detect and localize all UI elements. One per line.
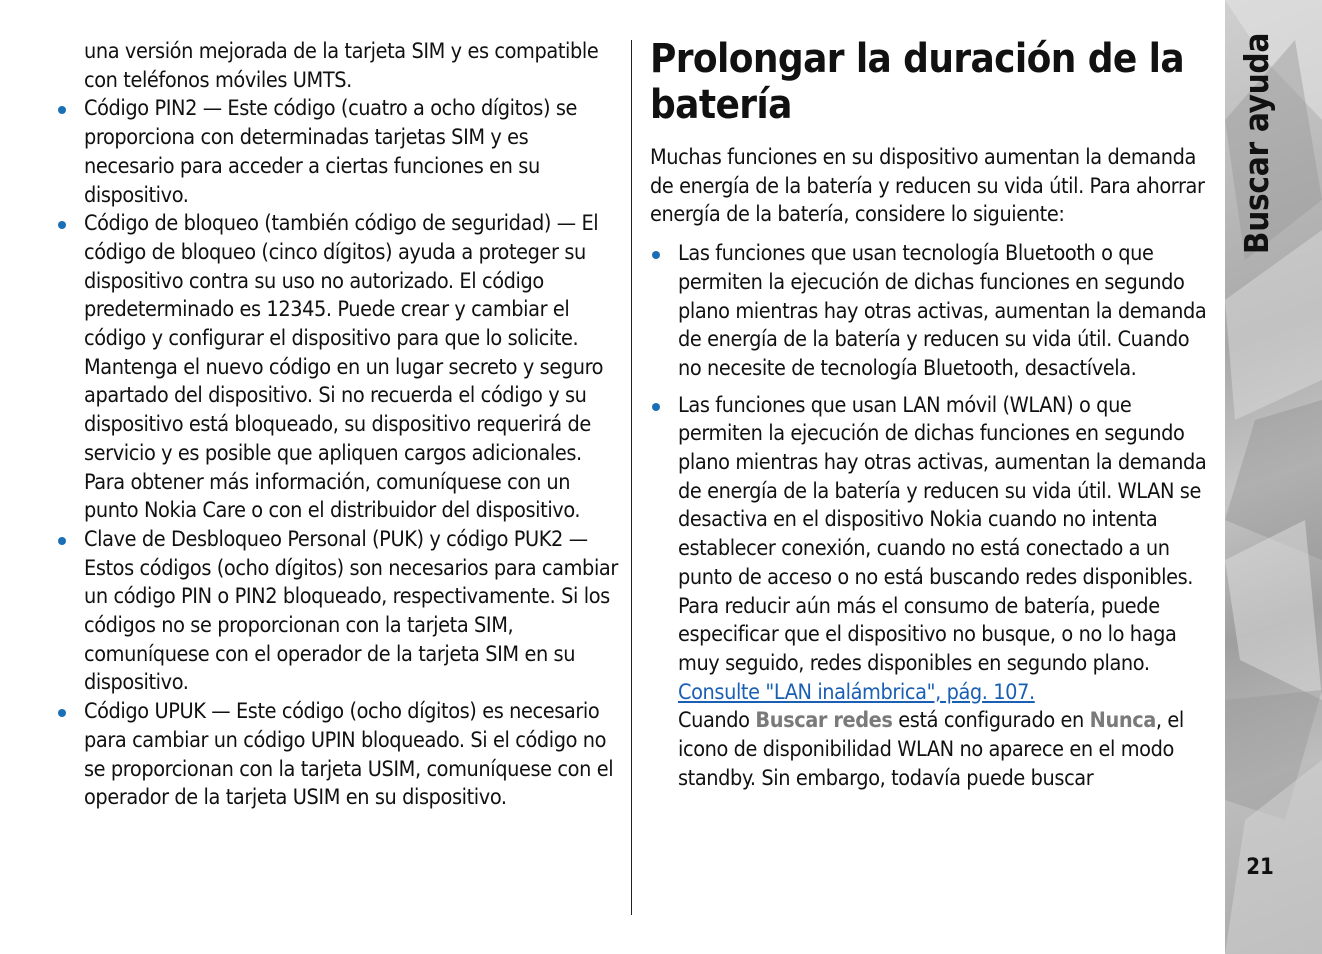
lead-paragraph: Muchas funciones en su dispositivo aumentan la demanda de energía de la batería y reducen su vida útil. Para ahorrar energía de la batería, considere lo siguiente: xyxy=(650,145,1205,228)
wlan-text: Las funciones que usan LAN móvil (WLAN) o que permiten la ejecución de dichas funciones en segundo plano mientras hay otras activas, aumentan la demanda de energía de la batería y reducen su vida útil. WLAN se desactiva en el dispositivo Nokia cuando no intenta establecer conexión, cuando no está conectado a un punto de acceso o no está buscando redes disponibles. Para reducir aún más el consumo de batería, puede especificar que el dispositivo no busque, o no lo haga muy seguido, redes disponibles en segundo plano. xyxy=(678,392,1207,676)
section-title-text: Buscar ayuda xyxy=(1237,32,1277,255)
search-networks-term: Buscar redes xyxy=(755,708,893,734)
configured-text: está configurado en xyxy=(898,708,1084,734)
list-item-bluetooth: Las funciones que usan tecnología Bluetooth o que permiten la ejecución de dichas funciones en segundo plano mientras hay otras activas, aumentan la demanda de energía de la batería y reducen su vida útil. Cuando no necesite de tecnología Bluetooth, desactívela. xyxy=(650,240,1216,384)
intro-paragraph: una versión mejorada de la tarjeta SIM y es compatible con teléfonos móviles UMTS. xyxy=(84,39,599,93)
list-item-upuk: Código UPUK — Este código (ocho dígitos) es necesario para cambiar un código UPIN bloqueado. Si el código no se proporcionan con la tarjeta USIM, comuníquese con el operador de la tarjeta USIM en su dispositivo. xyxy=(56,698,622,813)
page-number: 21 xyxy=(1246,855,1274,880)
sidebar-section-title xyxy=(1232,32,1282,255)
never-term: Nunca xyxy=(1089,708,1156,734)
list-item-lock-code: Código de bloqueo (también código de seguridad) — El código de bloqueo (cinco dígitos) ayuda a proteger su dispositivo contra su uso no autorizado. El código predeterminado es 12345. Puede crear y cambiar el código y configurar el dispositivo para que lo solicite. Mantenga el nuevo código en un lugar secreto y seguro apartado del dispositivo. Si no recuerda el código y su dispositivo está bloqueado, su dispositivo requerirá de servicio y es posible que apliquen cargos adicionales. Para obtener más información, comuníquese con un punto Nokia Care o con el distribuidor del dispositivo. xyxy=(56,210,622,526)
list-item-puk: Clave de Desbloqueo Personal (PUK) y código PUK2 — Estos códigos (ocho dígitos) son necesarios para cambiar un código PIN o PIN2 bloqueado, respectivamente. Si los códigos no se proporcionan con la tarjeta SIM, comuníquese con el operador de la tarjeta SIM en su dispositivo. xyxy=(56,526,622,698)
wlan-reference-link[interactable]: Consulte "LAN inalámbrica", pág. 107. xyxy=(678,679,1035,705)
left-column xyxy=(56,38,622,813)
list-item-pin2: Código PIN2 — Este código (cuatro a ocho dígitos) se proporciona con determinadas tarjetas SIM y es necesario para acceder a ciertas funciones en su dispositivo. xyxy=(56,95,622,210)
wlan-text-end: , el icono de disponibilidad WLAN no aparece en el modo standby. Sin embargo, todavía puede buscar xyxy=(678,708,1184,791)
right-column xyxy=(650,36,1216,801)
battery-tips-list xyxy=(650,240,1216,793)
when-text: Cuando xyxy=(678,708,750,734)
security-codes-list xyxy=(56,95,622,813)
section-heading: Prolongar la duración de la batería xyxy=(650,36,1184,128)
list-item-wlan xyxy=(650,392,1216,794)
column-divider xyxy=(631,40,632,915)
